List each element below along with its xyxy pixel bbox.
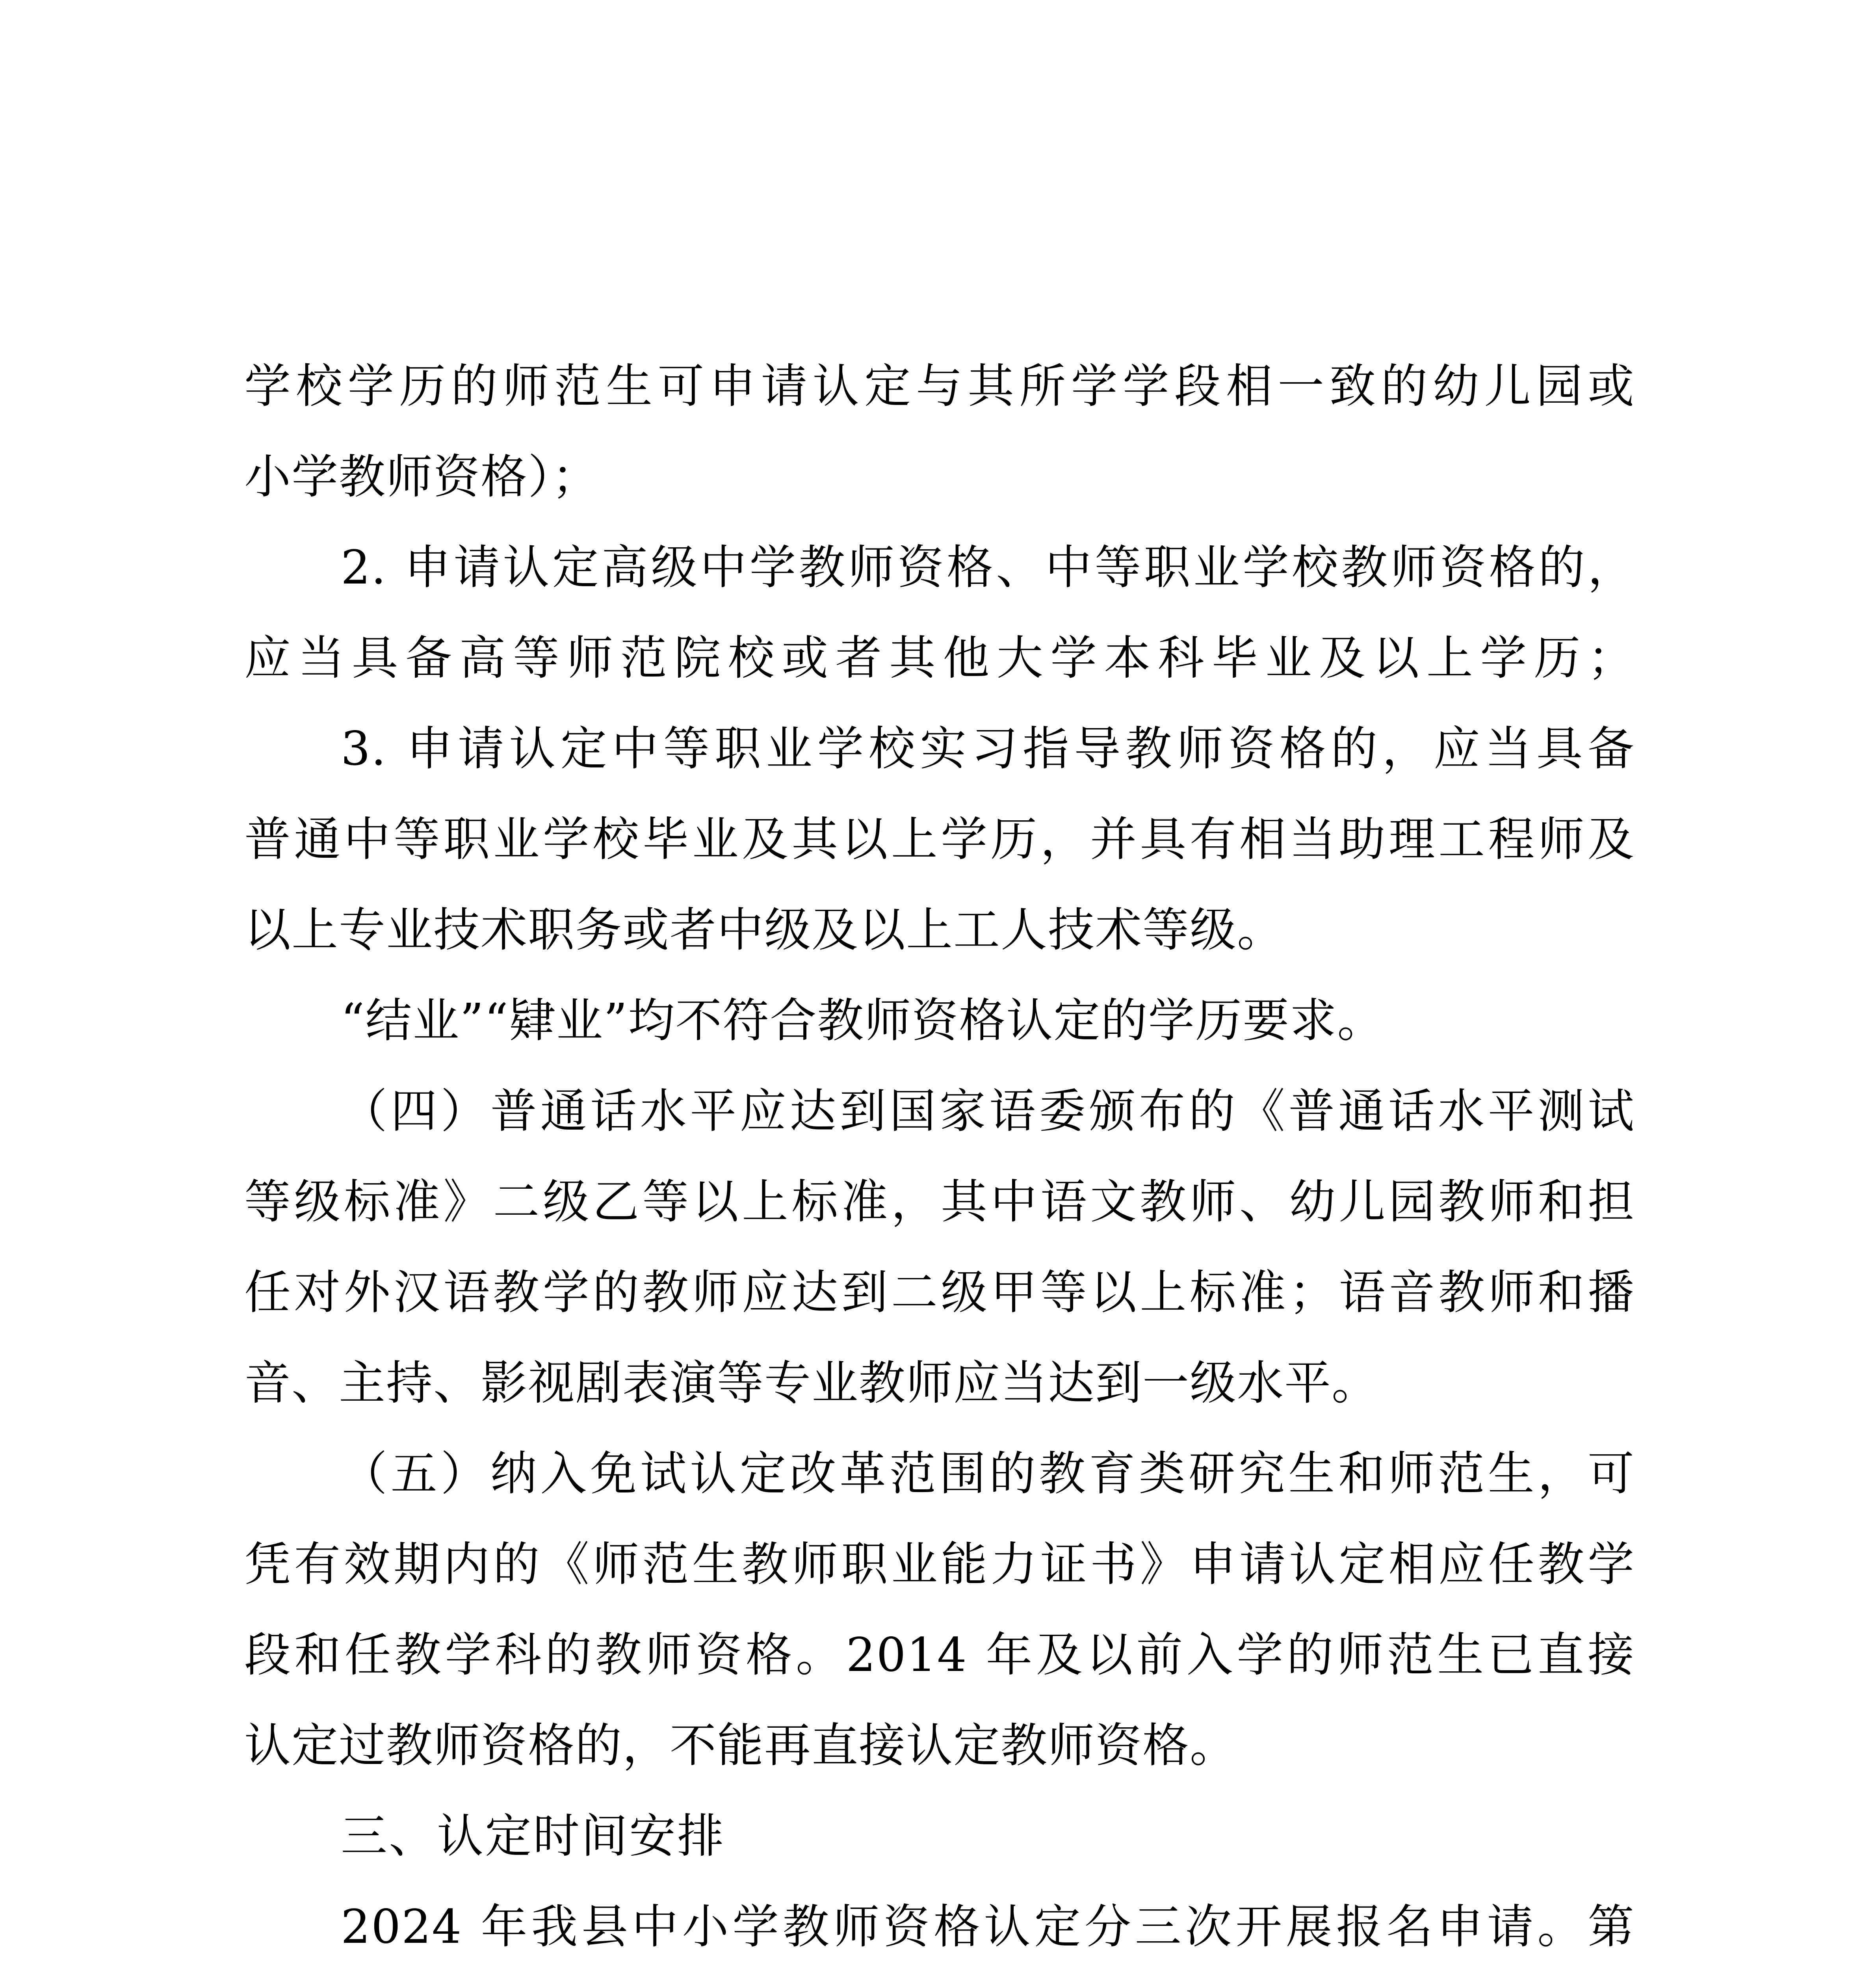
- text-line: 等级标准》二级乙等以上标准，其中语文教师、幼儿园教师和担: [244, 1175, 1635, 1229]
- section-heading: 三、认定时间安排: [341, 1809, 726, 1863]
- text-line: “结业”“肄业”均不符合教师资格认定的学历要求。: [341, 993, 1385, 1048]
- text-line: 凭有效期内的《师范生教师职业能力证书》申请认定相应任教学: [244, 1537, 1635, 1591]
- text-line: 2024 年我县中小学教师资格认定分三次开展报名申请。第: [341, 1899, 1635, 1954]
- text-line: 音、主持、影视剧表演等专业教师应当达到一级水平。: [244, 1356, 1379, 1410]
- text-line: 以上专业技术职务或者中级及以上工人技术等级。: [244, 903, 1285, 957]
- text-line: （四）普通话水平应达到国家语委颁布的《普通话水平测试: [341, 1084, 1635, 1138]
- text-line: 应当具备高等师范院校或者其他大学本科毕业及以上学历；: [244, 631, 1635, 685]
- text-line: 普通中等职业学校毕业及其以上学历，并具有相当助理工程师及: [244, 812, 1635, 866]
- text-line: 段和任教学科的教师资格。2014 年及以前入学的师范生已直接: [244, 1628, 1635, 1682]
- text-line: 任对外汉语教学的教师应达到二级甲等以上标准；语音教师和播: [244, 1265, 1635, 1320]
- text-line: 2. 申请认定高级中学教师资格、中等职业学校教师资格的，: [341, 540, 1635, 595]
- text-line: 学校学历的师范生可申请认定与其所学学段相一致的幼儿园或: [244, 359, 1635, 413]
- text-line: 3. 申请认定中等职业学校实习指导教师资格的，应当具备: [341, 721, 1635, 776]
- text-line: 小学教师资格）；: [244, 450, 600, 504]
- text-line: （五）纳入免试认定改革范围的教育类研究生和师范生，可: [341, 1446, 1635, 1501]
- text-line: 认定过教师资格的，不能再直接认定教师资格。: [244, 1718, 1237, 1773]
